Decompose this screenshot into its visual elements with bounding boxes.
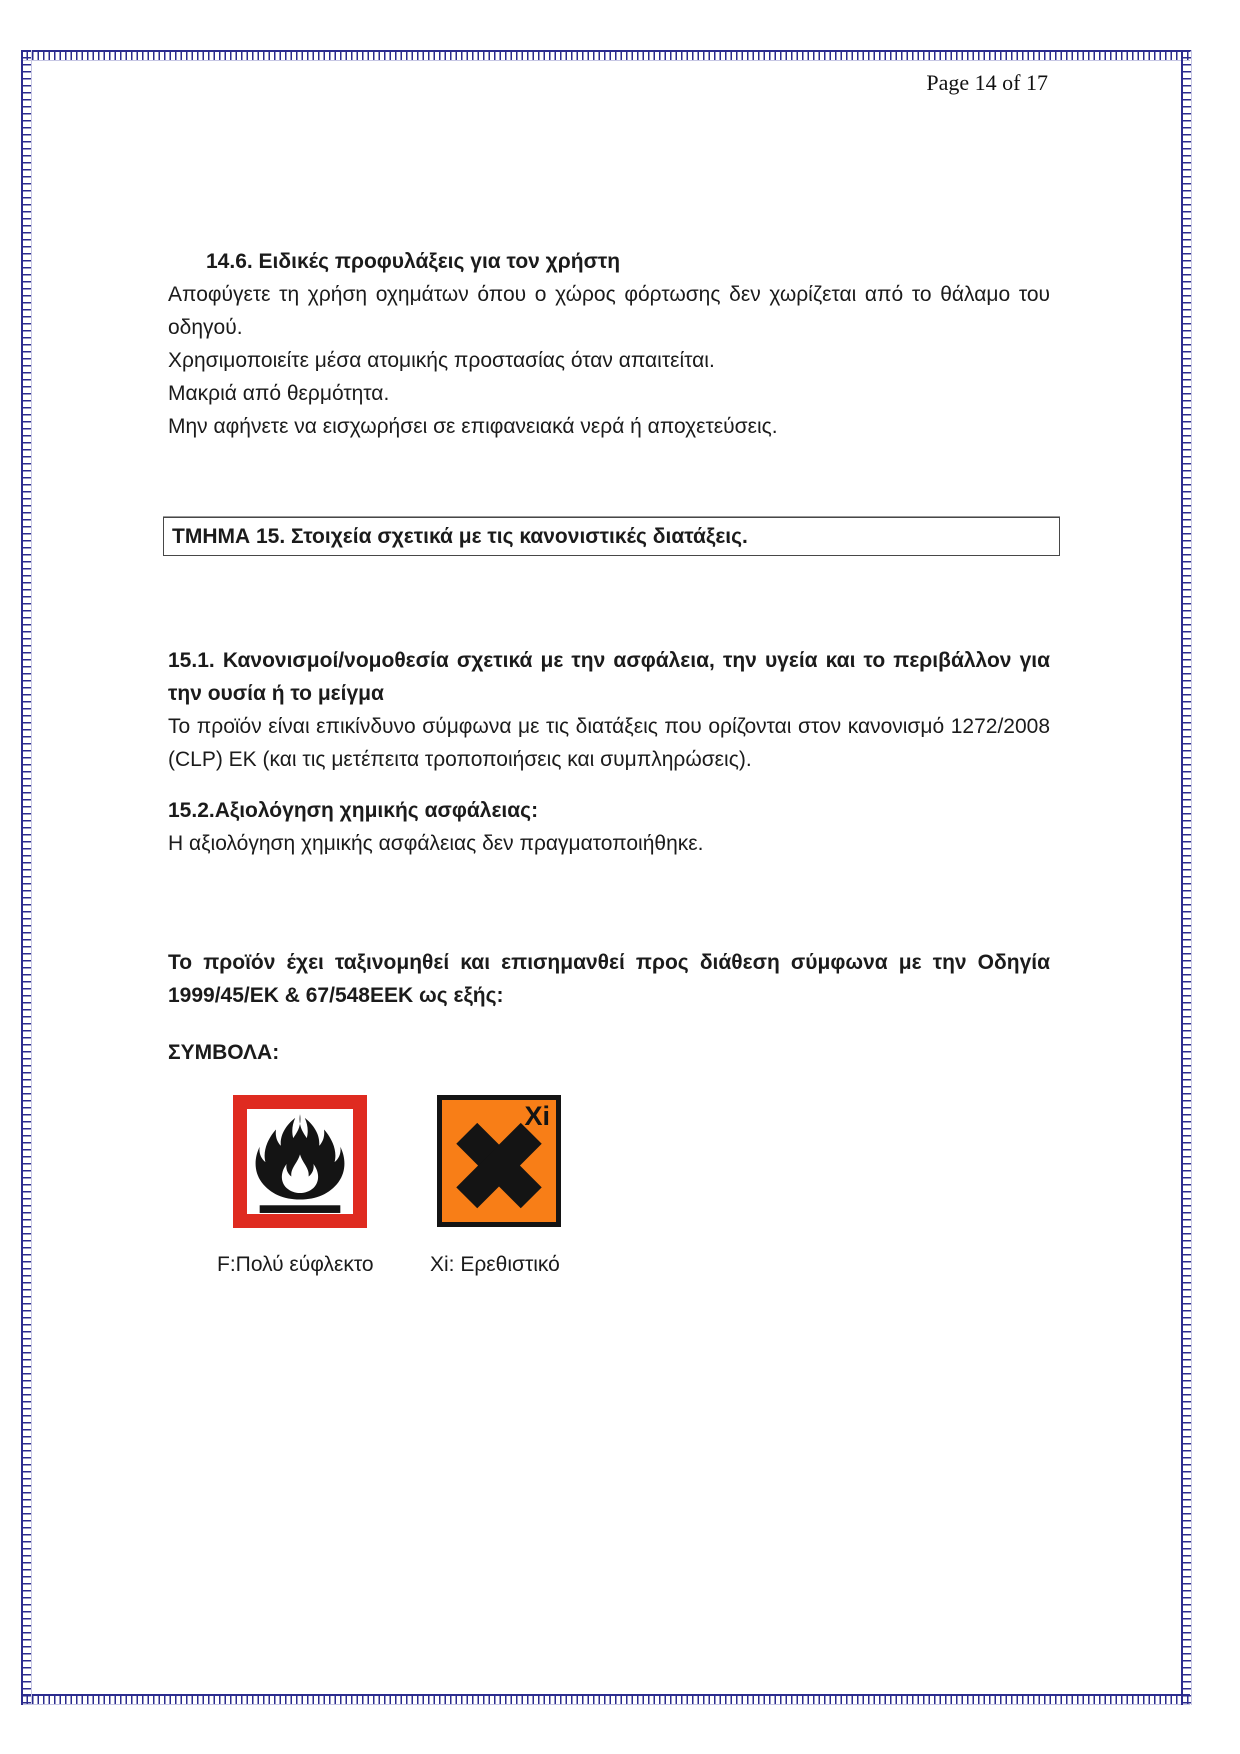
page-border-bottom (21, 1694, 1190, 1705)
page-border-left (21, 50, 32, 1705)
irritant-caption: Xi: Ερεθιστικό (430, 1253, 560, 1276)
classification-paragraph: Το προϊόν έχει ταξινομηθεί και επισημανθεί προς διάθεση σύμφωνα με την Οδηγία 1999/45/ΕΚ & 67/548ΕΕΚ ως εξής: (168, 951, 1050, 1007)
section-15-1-body: Το προϊόν είναι επικίνδυνο σύμφωνα με τις διατάξεις που ορίζονται στον κανονισμό 1272/2008 (CLP) ΕΚ (και τις μετέπειτα τροποποιήσεις και συμπληρώσεις). (168, 715, 1050, 771)
section-15-2-body: Η αξιολόγηση χημικής ασφάλειας δεν πραγματοποιήθηκε. (168, 832, 704, 855)
section-15-2 (168, 794, 1050, 860)
page-number: Page 14 of 17 (926, 70, 1048, 95)
section-14-6-heading: 14.6. Ειδικές προφυλάξεις για τον χρήστη (206, 250, 621, 273)
section-15-title: ΤΜΗΜΑ 15. Στοιχεία σχετικά με τις κανονιστικές διατάξεις. (172, 525, 748, 548)
paragraph: Μακριά από θερμότητα. (168, 382, 390, 405)
flame-icon (247, 1109, 353, 1214)
xi-badge: Xi (524, 1101, 550, 1131)
flammable-pictogram-icon (233, 1095, 367, 1228)
section-15-title-box (163, 517, 1060, 556)
paragraph: Αποφύγετε τη χρήση οχημάτων όπου ο χώρος φόρτωσης δεν χωρίζεται από το θάλαμο του οδηγού. (168, 283, 1050, 339)
symbols-label: ΣΥΜΒΟΛΑ: (168, 1041, 280, 1064)
section-15-1-heading: 15.1. Κανονισμοί/νομοθεσία σχετικά με την ασφάλεια, την υγεία και το περιβάλλον για την ουσία ή το μείγμα (168, 649, 1050, 705)
page-border-top (21, 50, 1190, 61)
section-14-6-body (168, 278, 1050, 443)
paragraph: Μην αφήνετε να εισχωρήσει σε επιφανειακά νερά ή αποχετεύσεις. (168, 415, 778, 438)
paragraph: Χρησιμοποιείτε μέσα ατομικής προστασίας όταν απαιτείται. (168, 349, 715, 372)
flammable-caption: F:Πολύ εύφλεκτο (217, 1253, 374, 1276)
page-border-right (1181, 50, 1192, 1705)
section-15-2-heading: 15.2.Αξιολόγηση χημικής ασφάλειας: (168, 799, 539, 822)
section-15-1 (168, 644, 1050, 776)
irritant-pictogram-icon (437, 1095, 561, 1227)
